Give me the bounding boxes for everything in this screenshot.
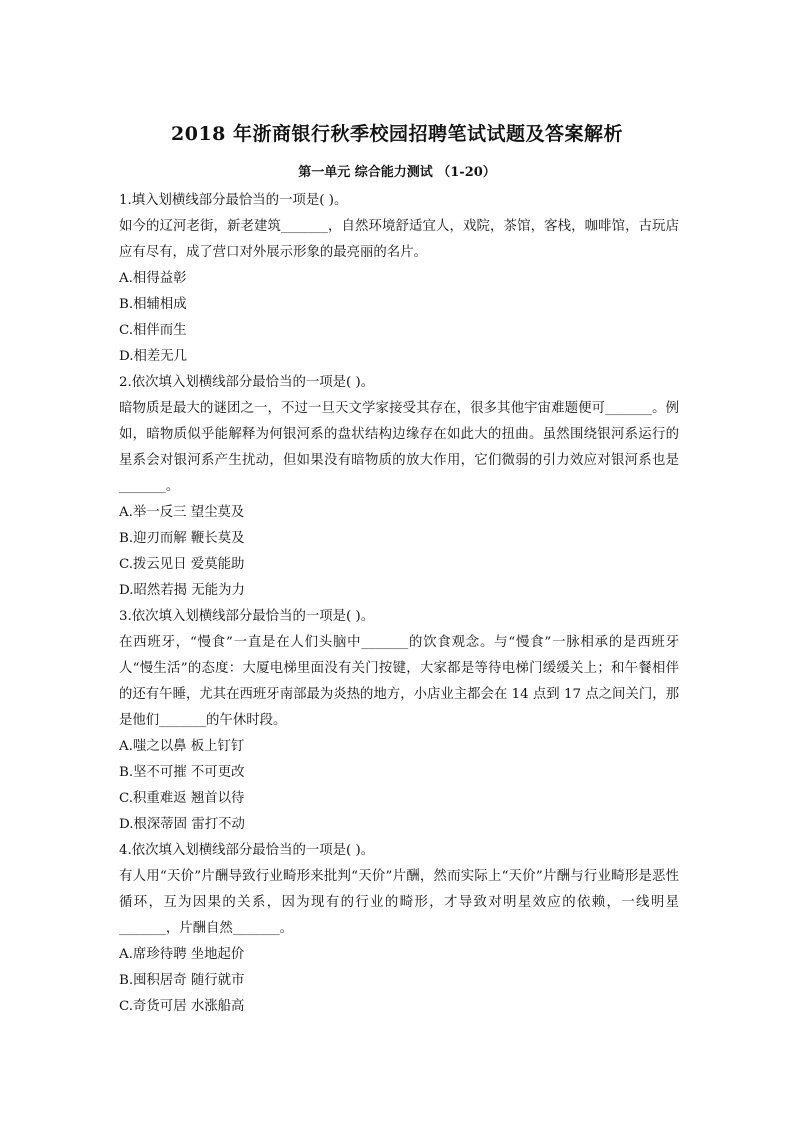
option-3d: D.根深蒂固 雷打不动	[119, 817, 245, 832]
option-2c: C.拨云见日 爱莫能助	[119, 557, 245, 572]
option-4a: A.席珍待聘 坐地起价	[119, 947, 245, 962]
question-stem-4: 4.依次填入划横线部分最恰当的一项是( )。	[119, 843, 375, 858]
option-2d: D.昭然若揭 无能为力	[119, 583, 245, 598]
document-title: 2018 年浙商银行秋季校园招聘笔试试题及答案解析	[171, 123, 623, 145]
option-3b: B.坚不可摧 不可更改	[119, 765, 245, 780]
option-3a: A.嗤之以鼻 板上钉钉	[119, 739, 245, 754]
option-2a: A.举一反三 望尘莫及	[119, 505, 245, 520]
option-4c: C.奇货可居 水涨船高	[119, 999, 245, 1014]
question-passage-2: 暗物质是最大的谜团之一，不过一旦天文学家接受其存在，很多其他宇宙难题便可_______。例如，暗物质似乎能解释为何银河系的盘状结构边缘存在如此大的扭曲。虽然围绕银河系运行的星系会对银河系产生扰动，但如果没有暗物质的放大作用，它们微弱的引力效应对银河系也是_______。	[119, 401, 679, 494]
option-4b: B.囤积居奇 随行就市	[119, 973, 245, 988]
option-1a: A.相得益彰	[119, 271, 187, 286]
option-1b: B.相辅相成	[119, 297, 187, 312]
option-2b: B.迎刃而解 鞭长莫及	[119, 531, 245, 546]
section-heading: 第一单元 综合能力测试 （1-20）	[298, 165, 496, 180]
question-passage-3: 在西班牙，“慢食”一直是在人们头脑中_______的饮食观念。与“慢食”一脉相承的是西班牙人“慢生活”的态度：大厦电梯里面没有关门按键，大家都是等待电梯门缓缓关上；和午餐相伴的还有午睡，尤其在西班牙南部最为炎热的地方，小店业主都会在 14 点到 17 点之间关门，那是他们_______的午休时段。	[119, 635, 679, 728]
question-stem-3: 3.依次填入划横线部分最恰当的一项是( )。	[119, 609, 375, 624]
option-3c: C.积重难返 翘首以待	[119, 791, 245, 806]
option-1c: C.相伴而生	[119, 323, 187, 338]
option-1d: D.相差无几	[119, 349, 188, 364]
question-stem-1: 1.填入划横线部分最恰当的一项是( )。	[119, 193, 348, 208]
question-stem-2: 2.依次填入划横线部分最恰当的一项是( )。	[119, 375, 375, 390]
document-body	[119, 188, 679, 1020]
question-passage-4: 有人用“天价”片酬导致行业畸形来批判“天价”片酬，然而实际上“天价”片酬与行业畸形是恶性循环，互为因果的关系，因为现有的行业的畸形，才导致对明星效应的依赖，一线明星_______，片酬自然_______。	[119, 869, 679, 936]
question-passage-1: 如今的辽河老街，新老建筑_______，自然环境舒适宜人，戏院，茶馆，客栈，咖啡馆，古玩店应有尽有，成了营口对外展示形象的最亮丽的名片。	[119, 219, 679, 260]
